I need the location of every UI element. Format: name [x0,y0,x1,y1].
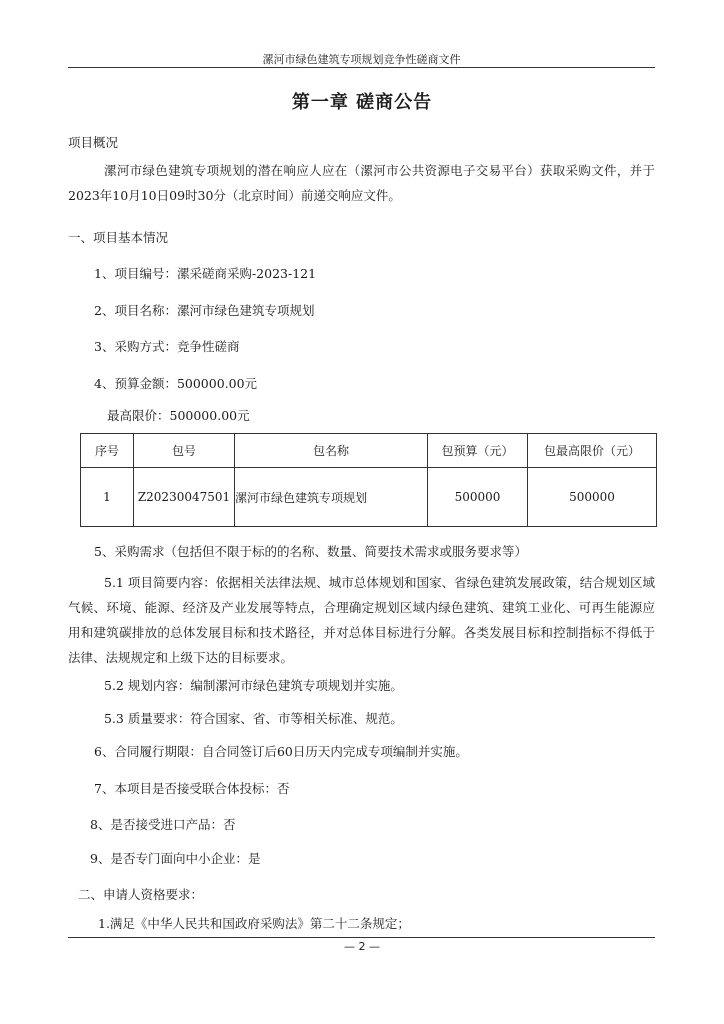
header-divider [68,67,655,68]
table-header-row [81,434,657,468]
table-header-cell: 包号 [134,434,235,468]
footer-divider [68,937,655,938]
project-name: 2、项目名称：漯河市绿色建筑专项规划 [94,303,315,318]
consortium-bid: 7、本项目是否接受联合体投标：否 [94,781,290,796]
table-header-cell: 包最高限价（元） [528,434,657,468]
chapter-title: 第一章 磋商公告 [291,92,433,113]
imported-products: 8、是否接受进口产品：否 [90,817,236,832]
table-header-cell: 序号 [81,434,134,468]
package-table [80,433,657,527]
table-cell: 1 [81,468,134,527]
procurement-method: 3、采购方式：竞争性磋商 [94,339,240,354]
section2-heading: 二、申请人资格要求： [78,887,204,902]
contract-period: 6、合同履行期限：自合同签订后60日历天内完成专项编制并实施。 [94,744,468,759]
budget-amount: 4、预算金额：500000.00元 [94,376,258,391]
table-row [81,468,657,527]
requirements-5-3: 5.3 质量要求：符合国家、省、市等相关标准、规范。 [104,711,403,726]
table-cell: Z20230047501 [134,468,235,527]
table-cell: 漯河市绿色建筑专项规划 [235,468,428,527]
page-number: — 2 — [344,940,380,953]
sme-only: 9、是否专门面向中小企业：是 [90,851,261,866]
requirements-5-1: 5.1 项目简要内容：依据相关法律法规、城市总体规划和国家、省绿色建筑发展政策，结合规划区域气候、环境、能源、经济及产业发展等特点，合理确定规划区域内绿色建筑、建筑工业化、可再生能源应用和建筑碳排放的总体发展目标和技术路径，并对总体目标进行分解。各类发展目标和控制指标不得低于法律、法规规定和上级下达的目标要求。 [68,575,655,665]
running-header: 漯河市绿色建筑专项规划竞争性磋商文件 [262,53,461,66]
overview-heading: 项目概况 [68,135,119,150]
table-cell: 500000 [528,468,657,527]
requirements-heading: 5、采购需求（包括但不限于标的的名称、数量、简要技术需求或服务要求等） [94,544,527,559]
qualification-item-1: 1.满足《中华人民共和国政府采购法》第二十二条规定； [98,916,410,931]
table-cell: 500000 [428,468,528,527]
max-price: 最高限价：500000.00元 [107,408,250,423]
section1-heading: 一、项目基本情况 [68,230,169,245]
table-header-cell: 包预算（元） [428,434,528,468]
requirements-5-2: 5.2 规划内容：编制漯河市绿色建筑专项规划并实施。 [104,678,403,693]
overview-paragraph: 漯河市绿色建筑专项规划的潜在响应人应在（漯河市公共资源电子交易平台）获取采购文件，并于2023年10月10日09时30分（北京时间）前递交响应文件。 [68,163,655,203]
project-number: 1、项目编号：漯采磋商采购-2023-121 [94,266,317,281]
table-header-cell: 包名称 [235,434,428,468]
